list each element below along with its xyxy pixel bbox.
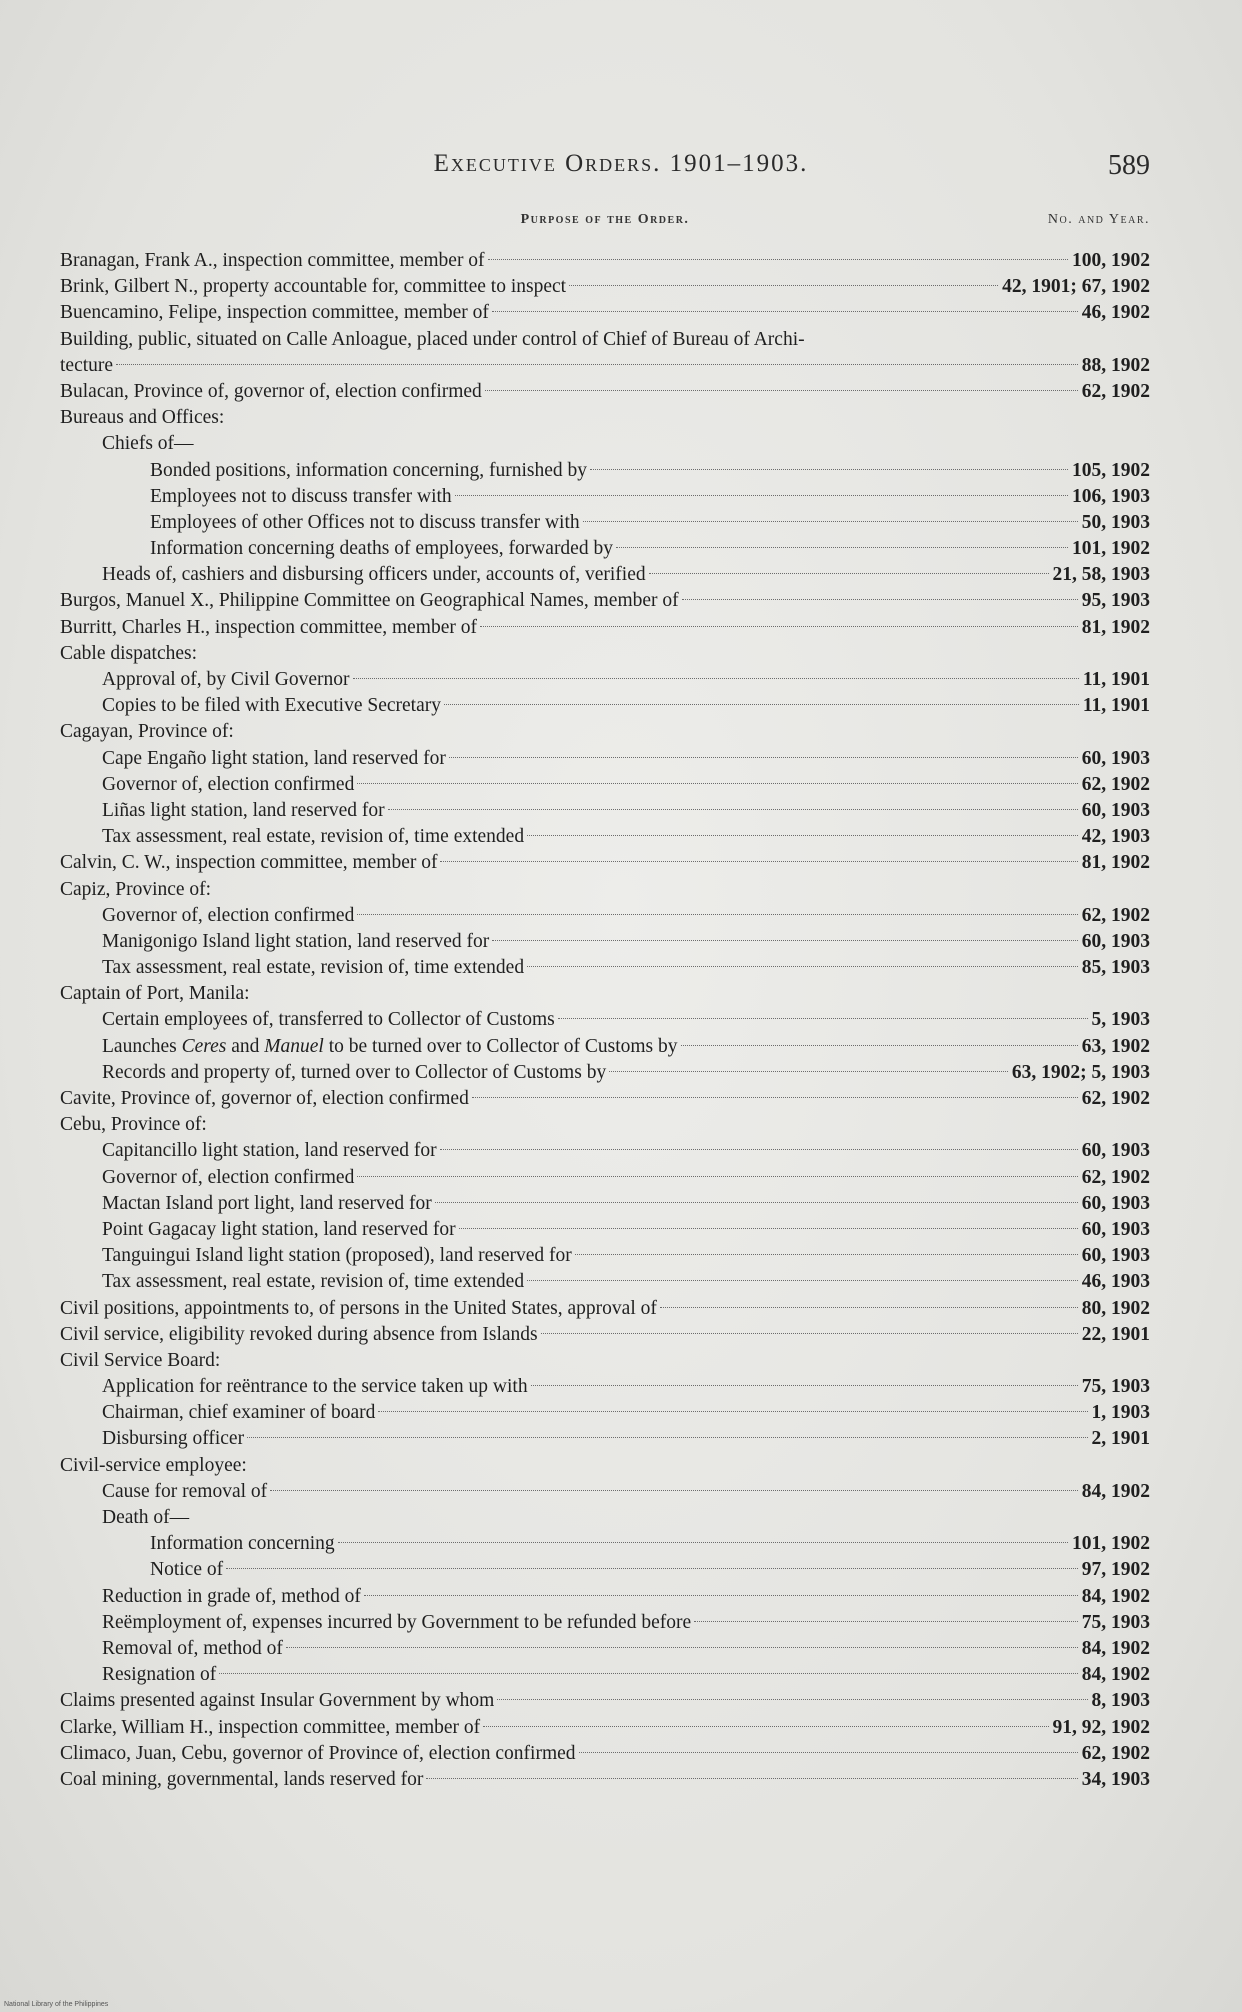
entry-order-reference: 22, 1901 (1081, 1323, 1150, 1345)
entry-order-reference: 80, 1902 (1081, 1297, 1150, 1319)
dot-leader (527, 1280, 1078, 1281)
index-entry (60, 1584, 1150, 1610)
index-entry (60, 1767, 1150, 1793)
index-entry (60, 850, 1150, 876)
entry-order-reference: 84, 1902 (1081, 1664, 1150, 1686)
entry-order-reference: 34, 1903 (1081, 1768, 1150, 1790)
entry-text: Clarke, William H., inspection committee, member of (60, 1716, 481, 1738)
index-entry (60, 877, 1150, 903)
page-header (0, 150, 1242, 190)
index-entry (60, 588, 1150, 614)
index-entry (60, 1007, 1150, 1033)
index-entry (60, 1610, 1150, 1636)
entry-order-reference: 62, 1902 (1081, 904, 1150, 926)
entry-text: Building, public, situated on Calle Anloague, placed under control of Chief of Bureau of Archi- (60, 328, 805, 350)
entry-text: Certain employees of, transferred to Collector of Customs (102, 1009, 555, 1031)
entry-order-reference: 60, 1903 (1081, 930, 1150, 952)
index-entry (60, 1741, 1150, 1767)
entry-order-reference: 105, 1902 (1072, 459, 1150, 481)
index-entry (60, 1531, 1150, 1557)
entry-order-reference: 60, 1903 (1081, 799, 1150, 821)
entry-text: Captain of Port, Manila: (60, 983, 250, 1005)
index-entry (60, 1426, 1150, 1452)
dot-leader (353, 678, 1079, 679)
index-entry (60, 1191, 1150, 1217)
index-entry (60, 536, 1150, 562)
entry-order-reference: 62, 1902 (1081, 773, 1150, 795)
dot-leader (541, 1333, 1078, 1334)
index-entry (60, 1112, 1150, 1138)
entry-text: Burritt, Charles H., inspection committee, member of (60, 616, 477, 638)
entry-text: Disbursing officer (102, 1428, 245, 1450)
index-entry (60, 484, 1150, 510)
entry-text: Civil Service Board: (60, 1349, 221, 1371)
index-entry (60, 248, 1150, 274)
entry-order-reference: 62, 1902 (1081, 1088, 1150, 1109)
entry-text: Mactan Island port light, land reserved for (102, 1192, 432, 1214)
dot-leader (440, 1149, 1078, 1150)
entry-order-reference: 63, 1902 (1081, 1035, 1150, 1057)
entry-text: Cape Engaño light station, land reserved for (102, 747, 446, 769)
dot-leader (270, 1490, 1078, 1491)
entry-text: Capiz, Province of: (60, 878, 212, 900)
entry-text: Brink, Gilbert N., property accountable for, committee to inspect (60, 276, 567, 298)
entry-order-reference: 100, 1902 (1072, 250, 1150, 271)
entry-text: Approval of, by Civil Governor (102, 669, 350, 690)
entry-text: Chairman, chief examiner of board (102, 1402, 376, 1424)
page-number: 589 (1108, 150, 1150, 181)
dot-leader (388, 809, 1078, 810)
dot-leader (492, 311, 1078, 312)
dot-leader (609, 1071, 1008, 1072)
dot-leader (286, 1647, 1078, 1648)
entry-text: Cause for removal of (102, 1480, 268, 1502)
entry-order-reference: 101, 1902 (1072, 538, 1150, 560)
entry-order-reference: 62, 1902 (1081, 1166, 1150, 1188)
entry-text: Chiefs of— (102, 433, 194, 455)
dot-leader (426, 1778, 1077, 1779)
entry-order-reference: 106, 1903 (1072, 485, 1150, 507)
entry-text: Civil positions, appointments to, of persons in the United States, approval of (60, 1297, 657, 1319)
dot-leader (219, 1673, 1077, 1674)
entry-order-reference: 91, 92, 1902 (1052, 1716, 1150, 1738)
entry-order-reference: 95, 1903 (1081, 590, 1150, 612)
dot-leader (488, 259, 1068, 260)
entry-text: Civil-service employee: (60, 1454, 247, 1476)
dot-leader (435, 1202, 1078, 1203)
index-entry (60, 1060, 1150, 1086)
entry-text: Copies to be filed with Executive Secretary (102, 695, 441, 717)
index-entry (60, 693, 1150, 719)
entry-order-reference: 60, 1903 (1081, 1245, 1150, 1267)
entry-text: Employees not to discuss transfer with (150, 485, 452, 507)
dot-leader (694, 1621, 1078, 1622)
entry-text: Removal of, method of (102, 1637, 283, 1659)
entry-text: Tanguingui Island light station (proposed), land reserved for (102, 1245, 572, 1267)
entry-text: Burgos, Manuel X., Philippine Committee on Geographical Names, member of (60, 590, 679, 612)
index-entry (60, 746, 1150, 772)
dot-leader (583, 521, 1078, 522)
entry-text: Point Gagacay light station, land reserved for (102, 1218, 456, 1240)
entry-text: Cable dispatches: (60, 642, 198, 664)
dot-leader (682, 599, 1078, 600)
dot-leader (459, 1228, 1078, 1229)
index-entry (60, 327, 1150, 353)
column-headings (60, 212, 1150, 236)
entry-order-reference: 60, 1903 (1081, 1192, 1150, 1214)
index-entry (60, 1034, 1150, 1060)
index-entry (60, 1269, 1150, 1295)
index-entry (60, 1400, 1150, 1426)
dot-leader (116, 364, 1078, 365)
entry-text: Employees of other Offices not to discuss transfer with (150, 511, 580, 533)
entry-order-reference: 1, 1903 (1091, 1402, 1150, 1424)
dot-leader (357, 1176, 1077, 1177)
entry-text: Bureaus and Offices: (60, 407, 225, 429)
entry-order-reference: 11, 1901 (1082, 695, 1150, 717)
dot-leader (527, 835, 1078, 836)
entry-order-reference: 75, 1903 (1081, 1611, 1150, 1633)
entry-text: Application for reëntrance to the service taken up with (102, 1376, 528, 1398)
index-entry (60, 903, 1150, 929)
entry-text: Records and property of, turned over to Collector of Customs by (102, 1061, 607, 1083)
index-entry (60, 1296, 1150, 1322)
dot-leader (485, 390, 1078, 391)
source-watermark: National Library of the Philippines (4, 2001, 109, 2008)
dot-leader (455, 495, 1068, 496)
entry-order-reference: 2, 1901 (1091, 1428, 1150, 1450)
index-entry (60, 1374, 1150, 1400)
running-title: Executive Orders. 1901–1903. (433, 150, 809, 177)
index-entry (60, 1086, 1150, 1112)
dot-leader (480, 626, 1078, 627)
entry-text: Calvin, C. W., inspection committee, member of (60, 852, 438, 874)
entry-order-reference: 81, 1902 (1081, 616, 1150, 638)
index-entry (60, 772, 1150, 798)
entry-order-reference: 81, 1902 (1081, 852, 1150, 874)
entry-order-reference: 60, 1903 (1081, 747, 1150, 769)
dot-leader (357, 783, 1077, 784)
index-entry (60, 458, 1150, 484)
entry-text: Governor of, election confirmed (102, 1166, 355, 1188)
dot-leader (364, 1595, 1078, 1596)
index-entry (60, 1217, 1150, 1243)
entry-text: Bonded positions, information concerning, furnished by (150, 459, 588, 481)
entry-text: Death of— (102, 1507, 190, 1528)
index-entry (60, 1165, 1150, 1191)
index-entry (60, 641, 1150, 667)
entry-order-reference: 97, 1902 (1081, 1559, 1150, 1581)
entry-text: Tax assessment, real estate, revision of, time extended (102, 957, 525, 979)
entry-text: Tax assessment, real estate, revision of, time extended (102, 826, 525, 848)
dot-leader (492, 940, 1078, 941)
index-entry (60, 615, 1150, 641)
index-entry (60, 300, 1150, 326)
entry-text: Coal mining, governmental, lands reserved for (60, 1768, 424, 1790)
dot-leader (378, 1411, 1087, 1412)
entry-text: Liñas light station, land reserved for (102, 799, 385, 821)
index-entry (60, 1348, 1150, 1374)
entry-order-reference: 75, 1903 (1081, 1376, 1150, 1398)
dot-leader (558, 1018, 1088, 1019)
entry-order-reference: 21, 58, 1903 (1052, 564, 1150, 586)
entry-text: Launches Ceres and Manuel to be turned over to Collector of Customs by (102, 1035, 678, 1057)
entry-text: Branagan, Frank A., inspection committee, member of (60, 250, 485, 271)
index-entry (60, 379, 1150, 405)
dot-leader (440, 861, 1077, 862)
entry-text: Reëmployment of, expenses incurred by Government to be refunded before (102, 1611, 692, 1633)
index-entry (60, 798, 1150, 824)
entry-text: Governor of, election confirmed (102, 773, 355, 795)
dot-leader (649, 573, 1049, 574)
index-entry (60, 1505, 1150, 1531)
entry-order-reference: 62, 1902 (1081, 380, 1150, 402)
index-entry (60, 1138, 1150, 1164)
dot-leader (449, 757, 1078, 758)
index-entry (60, 1243, 1150, 1269)
index-entry (60, 353, 1150, 379)
entry-text: Tax assessment, real estate, revision of, time extended (102, 1271, 525, 1293)
entry-order-reference: 101, 1902 (1072, 1533, 1150, 1555)
dot-leader (247, 1437, 1087, 1438)
entry-text: Governor of, election confirmed (102, 904, 355, 926)
entry-order-reference: 42, 1901; 67, 1902 (1002, 276, 1150, 298)
entry-text: Civil service, eligibility revoked during absence from Islands (60, 1323, 538, 1345)
entry-text: Resignation of (102, 1664, 217, 1686)
index-entry (60, 405, 1150, 431)
entry-text: Cebu, Province of: (60, 1114, 207, 1136)
index-entry (60, 562, 1150, 588)
index-entry (60, 1453, 1150, 1479)
entry-order-reference: 50, 1903 (1081, 511, 1150, 533)
entry-order-reference: 62, 1902 (1081, 1742, 1150, 1764)
entry-text: Buencamino, Felipe, inspection committee, member of (60, 302, 489, 324)
index-entry (60, 1662, 1150, 1688)
dot-leader (497, 1699, 1087, 1700)
entry-text: Manigonigo Island light station, land reserved for (102, 930, 490, 952)
entry-order-reference: 5, 1903 (1091, 1009, 1150, 1031)
entry-order-reference: 11, 1901 (1082, 669, 1150, 690)
dot-leader (575, 1254, 1078, 1255)
dot-leader (483, 1726, 1048, 1727)
dot-leader (527, 966, 1078, 967)
entry-order-reference: 84, 1902 (1081, 1480, 1150, 1502)
index-entry (60, 1557, 1150, 1583)
index-entry (60, 667, 1150, 693)
dot-leader (590, 469, 1068, 470)
index-entry (60, 1479, 1150, 1505)
entry-text: Climaco, Juan, Cebu, governor of Province of, election confirmed (60, 1742, 576, 1764)
entry-text: Notice of (150, 1559, 224, 1581)
dot-leader (681, 1045, 1078, 1046)
dot-leader (444, 704, 1079, 705)
dot-leader (579, 1752, 1078, 1753)
entry-text: Bulacan, Province of, governor of, election confirmed (60, 380, 482, 402)
entry-text: Cagayan, Province of: (60, 721, 234, 743)
entry-order-reference: 84, 1902 (1081, 1637, 1150, 1659)
dot-leader (226, 1568, 1078, 1569)
dot-leader (569, 285, 998, 286)
entry-order-reference: 8, 1903 (1091, 1690, 1150, 1712)
index-entry (60, 431, 1150, 457)
entry-order-reference: 84, 1902 (1081, 1585, 1150, 1607)
index-entry (60, 1688, 1150, 1714)
entry-order-reference: 42, 1903 (1081, 826, 1150, 848)
index-entry (60, 929, 1150, 955)
entry-text: Information concerning (150, 1533, 335, 1555)
entry-text: Heads of, cashiers and disbursing officers under, accounts of, verified (102, 564, 646, 586)
entry-order-reference: 88, 1902 (1081, 354, 1150, 376)
entry-order-reference: 85, 1903 (1081, 957, 1150, 979)
index-entry (60, 1322, 1150, 1348)
dot-leader (660, 1307, 1078, 1308)
index-entry (60, 1715, 1150, 1741)
dot-leader (338, 1542, 1068, 1543)
dot-leader (531, 1385, 1078, 1386)
index-entry (60, 510, 1150, 536)
entry-order-reference: 46, 1903 (1081, 1271, 1150, 1293)
dot-leader (616, 547, 1068, 548)
index-entry (60, 274, 1150, 300)
entry-order-reference: 63, 1902; 5, 1903 (1011, 1061, 1150, 1083)
entry-text: Cavite, Province of, governor of, election confirmed (60, 1088, 469, 1109)
entry-order-reference: 60, 1903 (1081, 1218, 1150, 1240)
number-column-heading: No. and Year. (1047, 212, 1150, 227)
purpose-column-heading: Purpose of the Order. (520, 212, 690, 227)
index-entry (60, 981, 1150, 1007)
entry-text: Capitancillo light station, land reserved for (102, 1140, 437, 1162)
entry-order-reference: 60, 1903 (1081, 1140, 1150, 1162)
entry-text: Information concerning deaths of employees, forwarded by (150, 538, 613, 560)
index-entry (60, 719, 1150, 745)
dot-leader (357, 914, 1077, 915)
entry-text: Claims presented against Insular Government by whom (60, 1690, 495, 1712)
index-entry (60, 955, 1150, 981)
entry-order-reference: 46, 1902 (1081, 302, 1150, 324)
entry-text: Reduction in grade of, method of (102, 1585, 361, 1607)
index-entries (60, 248, 1150, 1793)
entry-text: tecture (60, 354, 114, 376)
index-entry (60, 824, 1150, 850)
index-entry (60, 1636, 1150, 1662)
dot-leader (472, 1097, 1078, 1098)
